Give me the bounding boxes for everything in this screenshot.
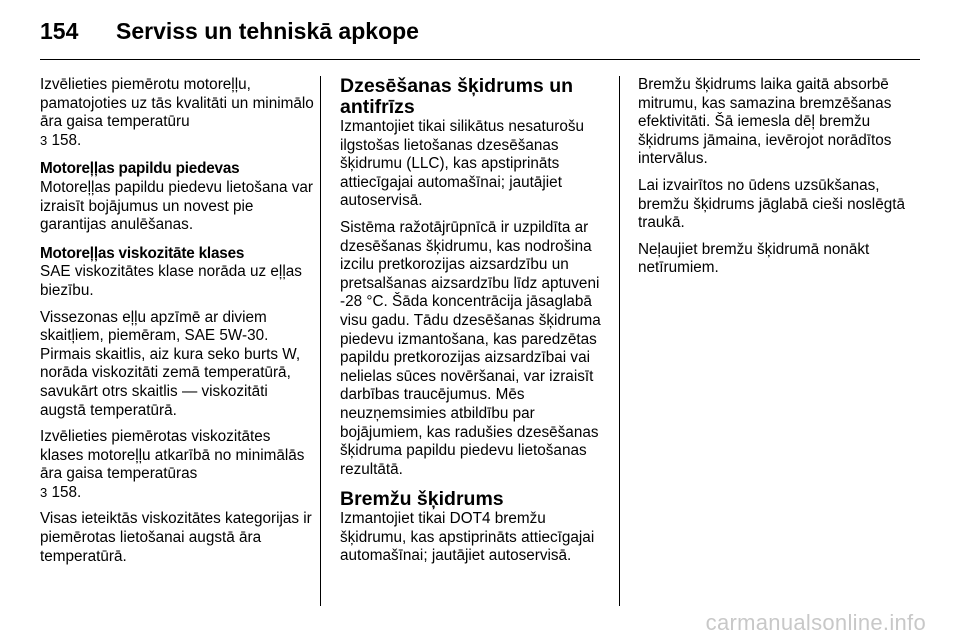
paragraph: Lai izvairītos no ūdens uzsūkšanas, bremžu šķidrums jāglabā cieši noslēgtā traukā. xyxy=(638,176,905,232)
paragraph: Neļaujiet bremžu šķidrumā nonākt netīrumiem. xyxy=(638,240,870,277)
column-1 xyxy=(40,76,315,574)
paragraph: Sistēma ražotājrūpnīcā ir uzpildīta ar dzesēšanas šķidrumu, kas nodrošina izcilu pretkorozijas aizsardzību un pretsalšanas aizsardzību līdz aptuveni -28 °C. Šāda koncentrācija jāsaglabā visu gadu. Tādu dzesēšanas šķidruma piedevu izmantošana, kas paredzētas papildu pretkorozijas aizsardzībai vai nelielas sūces novēršanai, var izraisīt darbības traucējumus. Mēs neuzņemsimies atbildību par bojājumiem, kas radušies dzesēšanas šķidruma papildu piedevu lietošanas rezultātā. xyxy=(340,218,601,478)
section-heading-coolant: Dzesēšanas šķidrums un antifrīzs xyxy=(340,75,574,118)
column-divider xyxy=(320,76,321,606)
watermark: carmanualsonline.info xyxy=(705,610,926,635)
paragraph: Vissezonas eļļu apzīmē ar diviem skaitļiem, piemēram, SAE 5W-30. Pirmais skaitlis, aiz kura seko burts W, norāda viskozitāti zemā temperatūrā, savukārt otrs skaitlis — viskozitāti augstā temperatūrā. xyxy=(40,308,301,419)
paragraph: SAE viskozitātes klase norāda uz eļļas biezību. xyxy=(40,263,302,299)
page-header xyxy=(40,18,419,48)
paragraph: Izmantojiet tikai DOT4 bremžu šķidrumu, kas apstiprināts attiecīgajai automašīnai; jautājiet autoservisā. xyxy=(340,510,595,565)
paragraph: Izmantojiet tikai silikātus nesaturošu ilgstošas lietošanas dzesēšanas šķidrumu (LLC), kas apstiprināts attiecīgajai automašīnai; jautājiet autoservisā. xyxy=(340,118,585,210)
paragraph xyxy=(40,428,315,502)
page-ref-arrow-icon: 3 xyxy=(40,132,48,148)
paragraph: Visas ieteiktās viskozitātes kategorijas ir piemērotas lietošanai augstā āra temperatūrā. xyxy=(40,510,312,565)
paragraph: Motoreļļas papildu piedevu lietošana var izraisīt bojājumus un novest pie garantijas anulēšanas. xyxy=(40,178,313,234)
paragraph-text: Izvēlieties piemērotu motoreļļu, pamatojoties uz tās kvalitāti un minimālo āra gaisa temperatūru xyxy=(40,76,314,131)
page-title: Serviss un tehniskā apkope xyxy=(116,18,419,44)
paragraph: Bremžu šķidrums laika gaitā absorbē mitrumu, kas samazina bremzēšanas efektivitāti. Šā iemesla dēļ bremžu šķidrums jāmaina, ievērojot norādītos intervālus. xyxy=(638,76,892,168)
subheading-oil-viscosity: Motoreļļas viskozitāte klases xyxy=(40,244,245,262)
paragraph xyxy=(40,76,315,150)
column-2 xyxy=(340,76,608,574)
paragraph-text: Izvēlieties piemērotas viskozitātes klases motoreļļu atkarībā no minimālās āra gaisa temperatūras xyxy=(40,428,305,483)
page-ref-arrow-icon: 3 xyxy=(40,484,48,500)
column-3 xyxy=(638,76,906,286)
section-heading-brake-fluid: Bremžu šķidrums xyxy=(340,488,504,511)
page-ref[interactable]: 158. xyxy=(47,131,82,149)
page-number: 154 xyxy=(40,18,79,44)
column-divider xyxy=(619,76,620,606)
header-rule xyxy=(40,59,920,60)
subheading-oil-additives: Motoreļļas papildu piedevas xyxy=(40,160,240,178)
page-ref[interactable]: 158. xyxy=(47,483,82,501)
